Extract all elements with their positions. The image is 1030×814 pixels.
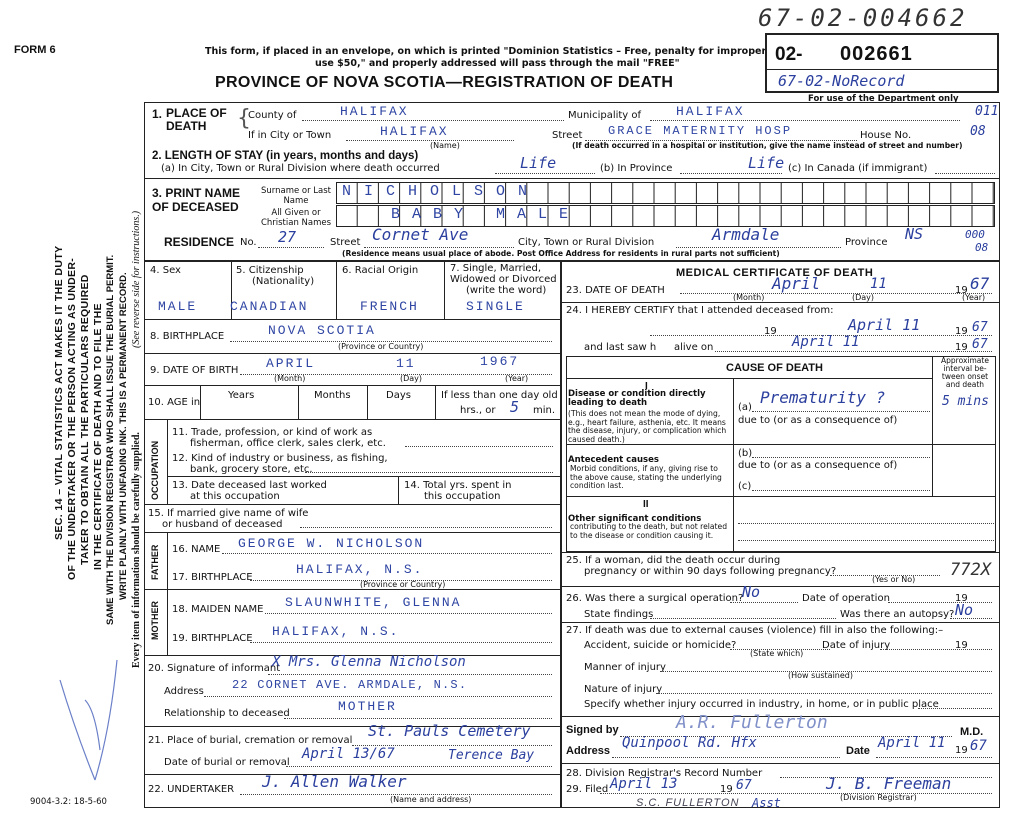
street-label: Street — [552, 130, 583, 141]
side-line-6: WRITE PLAINLY WITH UNFADING INK. THIS IS A PERMANENT RECORD. — [118, 272, 129, 600]
house-label: House No. — [860, 130, 912, 141]
residence-label: RESIDENCE — [164, 235, 235, 249]
reg-handwritten: 67-02-NoRecord — [778, 72, 905, 90]
father-birthplace: HALIFAX, N.S. — [296, 562, 424, 577]
occupation-side-label: OCCUPATION — [150, 440, 160, 500]
registrar-stamp: S.C. FULLERTON — [636, 797, 740, 809]
municipality-label: Municipality of — [568, 110, 642, 121]
residence-no: 27 — [278, 228, 297, 246]
residence-code-2: 08 — [975, 241, 989, 254]
sex-value: MALE — [158, 299, 198, 314]
marital-value: SINGLE — [466, 299, 525, 314]
dob-day: 11 — [396, 356, 416, 371]
cause-a-value: Prematurity ? — [760, 388, 886, 407]
autopsy-value: No — [955, 601, 974, 619]
informant-relationship: MOTHER — [338, 699, 397, 714]
form-number: FORM 6 — [14, 44, 56, 56]
margin-pen-mark — [55, 640, 125, 790]
surname-value: NICHOLSON — [342, 183, 541, 200]
disease-label: Disease or condition directly leading to death — [568, 389, 706, 408]
envelope-note-2: use $50," and properly addressed will pass through the mail "FREE" — [315, 58, 680, 69]
county-label: County of — [248, 110, 297, 121]
side-line-7: Every item of information should be carefully supplied. — [131, 432, 142, 668]
stay-b-value: Life — [748, 154, 785, 172]
length-of-stay-label: 2. LENGTH OF STAY (in years, months and days) — [152, 150, 419, 162]
hospital-note: (If death occurred in a hospital or institution, give the name instead of street and number) — [572, 141, 963, 150]
stay-c-label: (c) In Canada (if immigrant) — [788, 163, 928, 174]
death-month: April — [772, 274, 821, 293]
place-num: 1. — [152, 107, 163, 121]
filed-year: 67 — [736, 778, 752, 793]
given-value: BABY MALE — [391, 206, 581, 223]
dob-month: APRIL — [266, 356, 316, 371]
stay-b-label: (b) In Province — [600, 163, 673, 174]
last-saw-year: 67 — [972, 337, 988, 352]
disease-note: (This does not mean the mode of dying, e.g., heart failure, asthenia, etc. It means the disease, injury, or complication which caused death.) — [568, 409, 727, 444]
city-value: HALIFAX — [380, 124, 449, 139]
physician-date-year: 67 — [970, 738, 987, 754]
last-saw-date: April 11 — [792, 334, 860, 350]
county-value: HALIFAX — [340, 104, 409, 119]
side-line-3: TAKER TO OBTAIN ALL THE PARTICULARS REQUIRED — [79, 274, 91, 565]
surname-label: Surname or Last Name — [260, 186, 332, 206]
city-label: If in City or Town — [248, 130, 332, 141]
informant-signature: X Mrs. Glenna Nicholson — [272, 654, 466, 670]
burial-date: April 13/67 — [302, 746, 395, 762]
name-label: 3. PRINT NAME OF DECEASED — [152, 186, 241, 214]
burial-location-note: Terence Bay — [448, 748, 535, 763]
mother-maiden-name: SLAUNWHITE, GLENNA — [285, 595, 462, 610]
house-value: 08 — [970, 124, 986, 139]
undertaker-signature: J. Allen Walker — [262, 772, 407, 791]
given-label: All Given or Christian Names — [260, 208, 332, 228]
street-value: GRACE MATERNITY HOSP — [608, 124, 793, 138]
stay-a-value: Life — [520, 154, 557, 172]
side-line-8: (See reverse side for instructions.) — [131, 210, 142, 348]
attended-from-year: 67 — [972, 320, 988, 335]
top-handwritten-number: 67-02-004662 — [758, 4, 968, 32]
physician-address: Quinpool Rd. Hfx — [622, 735, 757, 751]
informant-address: 22 CORNET AVE. ARMDALE, N.S. — [232, 678, 468, 692]
form-title: PROVINCE OF NOVA SCOTIA—REGISTRATION OF DEATH — [215, 74, 674, 91]
residence-code: 000 — [965, 228, 985, 241]
mother-birthplace: HALIFAX, N.S. — [272, 624, 400, 639]
medical-title: MEDICAL CERTIFICATE OF DEATH — [676, 267, 874, 279]
registrar-stamp-suffix: Asst — [752, 796, 781, 810]
q25-value: 772X — [950, 560, 991, 580]
side-line-1: SEC. 14 – VITAL STATISTICS ACT MAKES IT THE DUTY — [53, 245, 65, 540]
death-day: 11 — [870, 276, 887, 292]
reg-number: 002661 — [840, 43, 913, 65]
burial-place: St. Pauls Cemetery — [368, 722, 531, 740]
residence-city: Armdale — [712, 225, 780, 244]
reg-prefix: 02- — [775, 44, 803, 65]
registrar-signature: J. B. Freeman — [826, 774, 952, 793]
municipality-value: HALIFAX — [676, 104, 745, 119]
form-code: 9004-3.2: 18-5-60 — [30, 797, 107, 807]
municipality-code: 011 — [975, 104, 999, 119]
residence-street: Cornet Ave — [372, 225, 469, 244]
side-line-4: IN THE CERTIFICATE OF DEATH AND TO FILE THE — [92, 303, 104, 570]
age-minutes: 5 — [510, 398, 520, 416]
place-label: PLACE OF DEATH — [166, 106, 227, 133]
filed-date: April 13 — [610, 776, 678, 792]
death-year: 67 — [970, 274, 990, 293]
q26-value: No — [742, 583, 761, 601]
residence-note: (Residence means usual place of abode. Post Office Address for residents in rural parts not sufficient) — [342, 249, 780, 258]
physician-date: April 11 — [878, 735, 946, 751]
citizenship-value: CANADIAN — [230, 299, 309, 314]
side-line-2: OF THE UNDERTAKER OR THE PERSON ACTING AS UNDER- — [66, 257, 78, 580]
father-name: GEORGE W. NICHOLSON — [238, 536, 425, 551]
stay-a-label: (a) In City, Town or Rural Division where death occurred — [161, 163, 440, 174]
dob-year: 1967 — [480, 354, 520, 369]
cause-a-interval: 5 mins — [942, 394, 989, 409]
physician-signature: A.R. Fullerton — [676, 712, 828, 733]
birthplace-value: NOVA SCOTIA — [268, 323, 376, 338]
cause-title: CAUSE OF DEATH — [726, 362, 823, 374]
interval-header: Approximate interval be-tween onset and death — [941, 356, 989, 389]
side-line-5: SAME WITH THE DIVISION REGISTRAR WHO SHALL ISSUE THE BURIAL PERMIT. — [105, 254, 116, 625]
residence-province: NS — [905, 225, 924, 243]
dept-use-caption: For use of the Department only — [808, 94, 959, 104]
envelope-note-1: This form, if placed in an envelope, on which is printed "Dominion Statistics – Free, penalty for improper — [205, 46, 767, 57]
attended-from: April 11 — [848, 316, 921, 334]
racial-value: FRENCH — [360, 299, 419, 314]
